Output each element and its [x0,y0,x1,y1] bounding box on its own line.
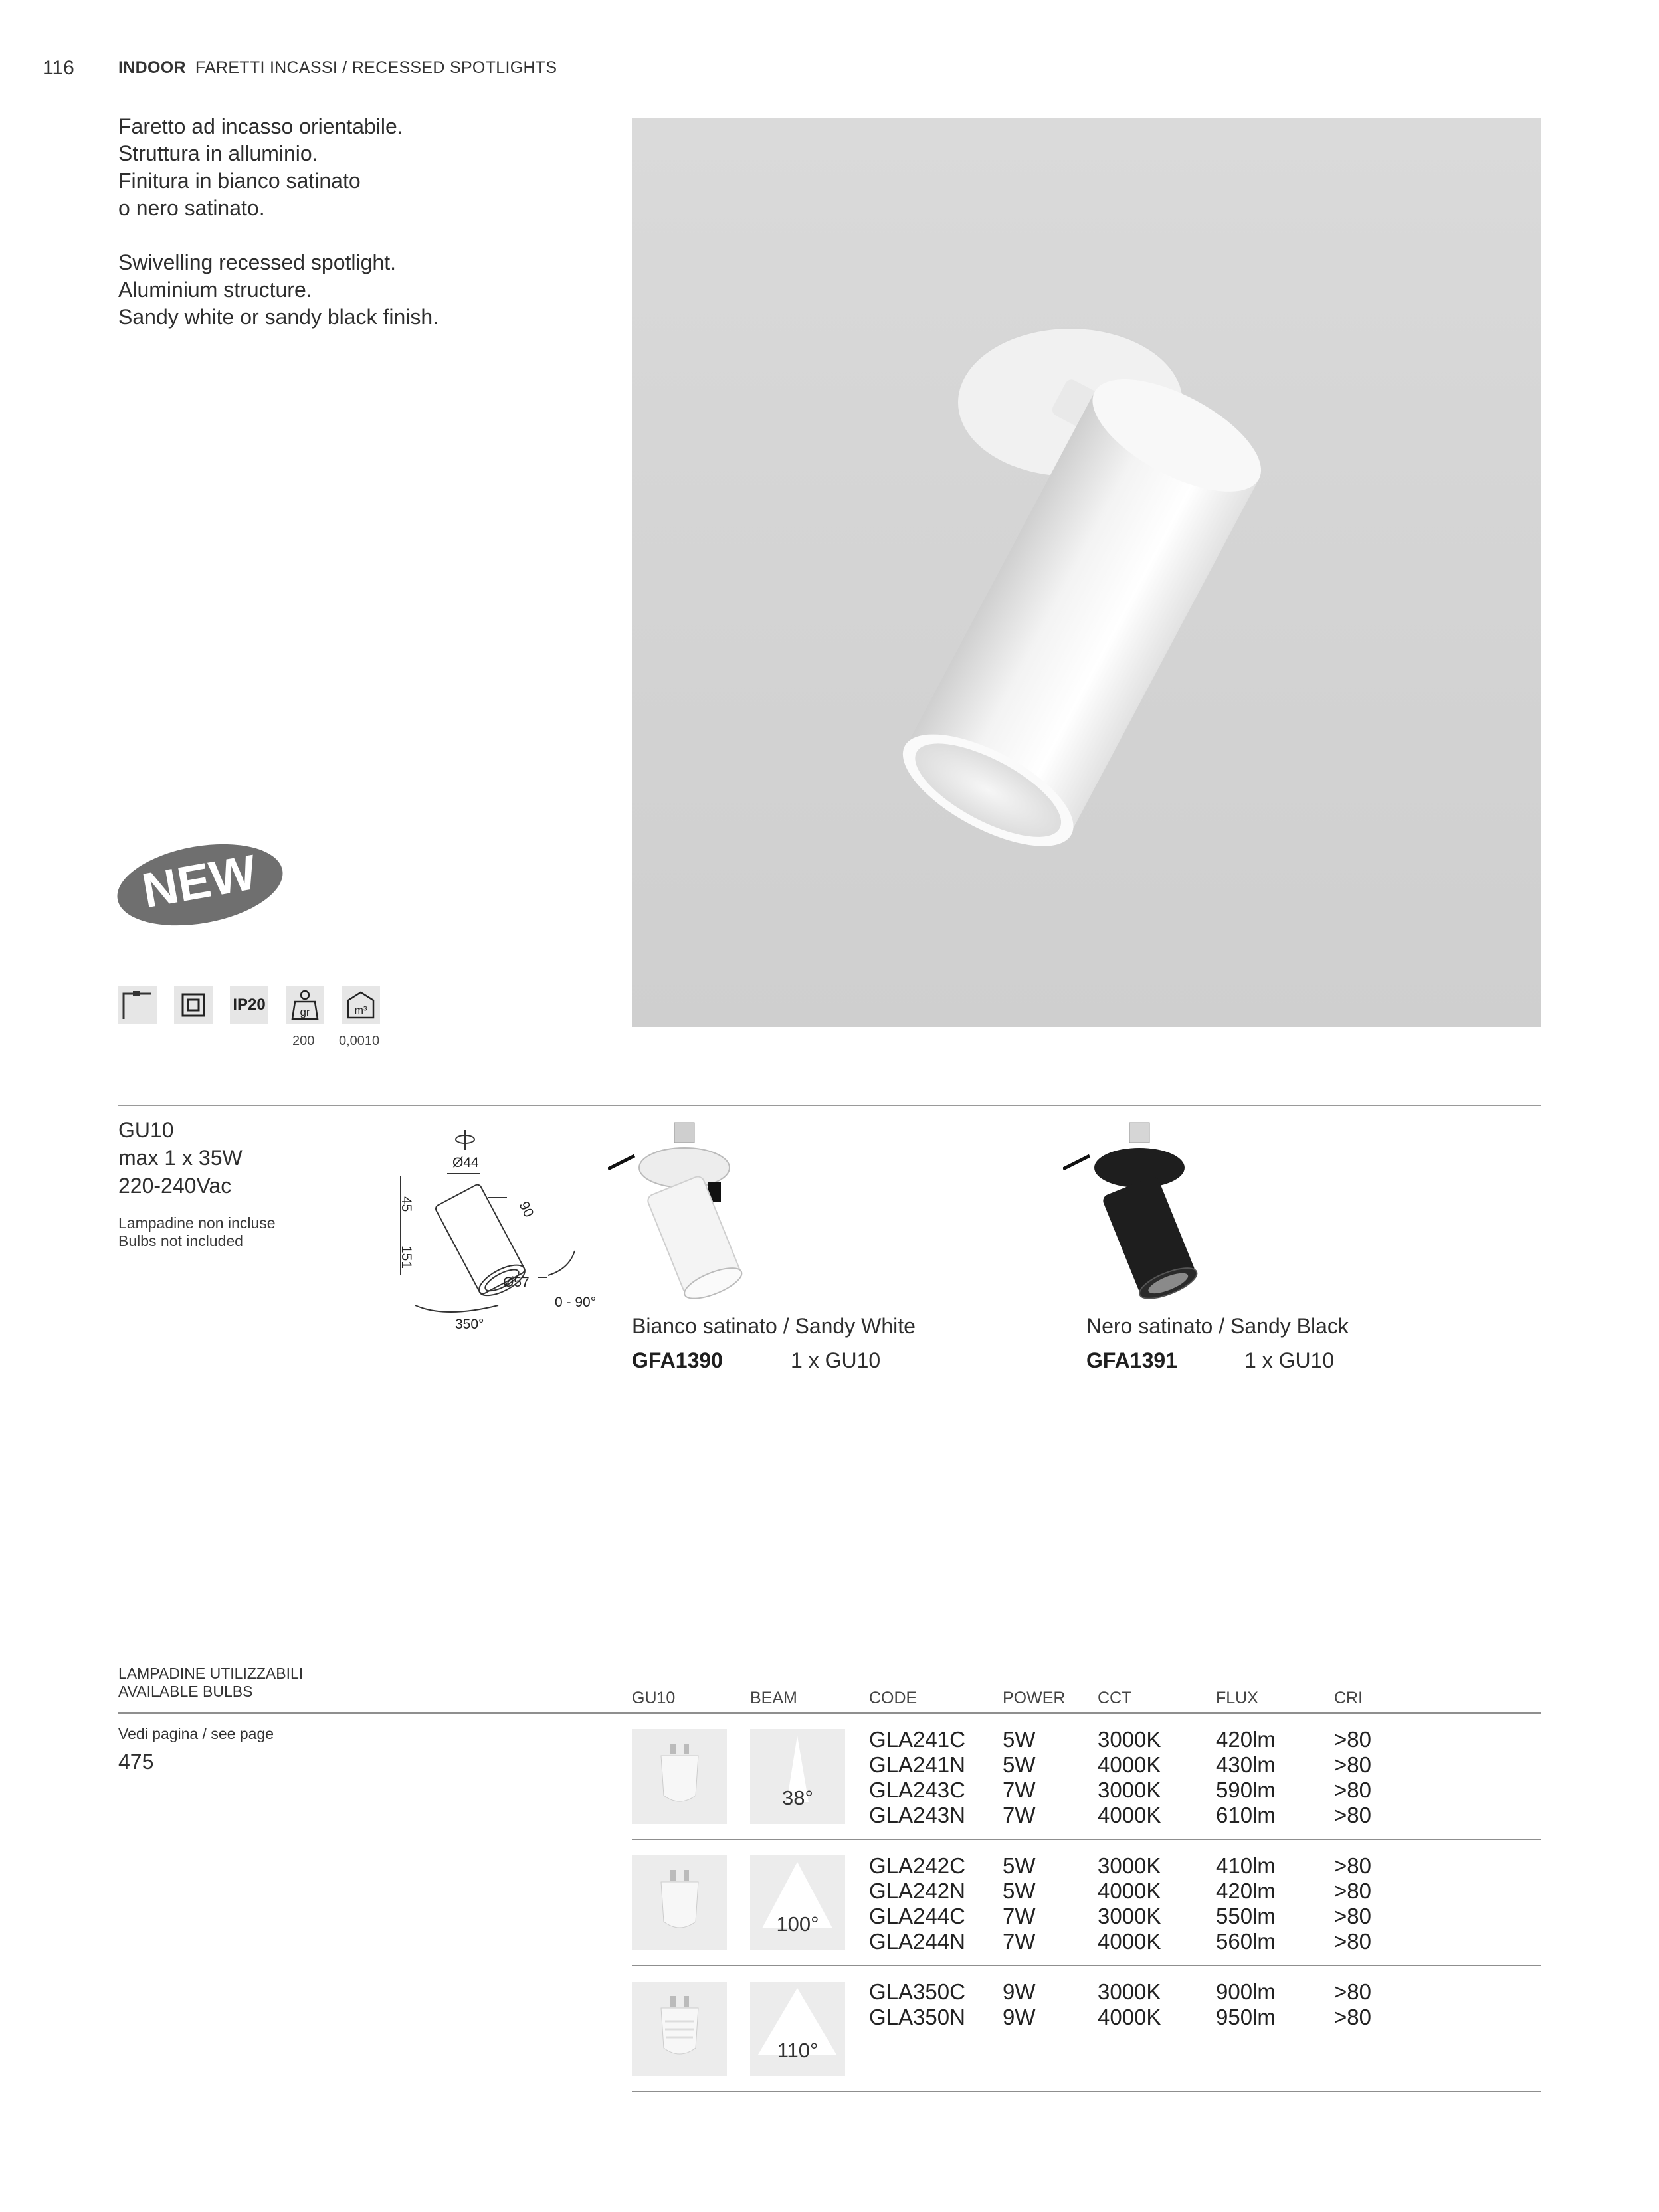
volume-icon [342,986,380,1024]
bulb-cris [1334,1727,1371,1828]
col-header-gu10: GU10 [632,1689,676,1707]
bulb-ccts [1098,1980,1161,2030]
flux-cell: 420lm [1216,1879,1276,1903]
dim-height-total: 151 [399,1245,414,1269]
code-cell: GLA244C [869,1904,965,1928]
bulb-cris [1334,1980,1371,2030]
finish-white: Bianco satinato / Sandy White [632,1314,916,1338]
bulb-powers [1003,1727,1036,1828]
cct-cell: 4000K [1098,1879,1161,1903]
cri-cell: >80 [1334,1879,1371,1903]
col-header-power: POWER [1003,1689,1066,1707]
bulb-fluxes [1216,1853,1276,1954]
class-ii-insulation-icon [174,986,213,1024]
power-cell: 5W [1003,1879,1036,1903]
col-header-cri: CRI [1334,1689,1363,1707]
flux-cell: 950lm [1216,2005,1276,2029]
col-header-beam: BEAM [750,1689,797,1707]
cct-cell: 4000K [1098,1752,1161,1777]
code-cell: GLA350N [869,2005,965,2029]
power-cell: 5W [1003,1727,1036,1752]
bulbs-title-it: LAMPADINE UTILIZZABILI [118,1665,304,1682]
cri-cell: >80 [1334,2005,1371,2029]
code-cell: GLA241N [869,1752,965,1777]
voltage: 220-240Vac [118,1174,232,1198]
bulb-codes [869,1727,965,1828]
group-divider [632,1839,1541,1840]
volume-icon-text: m³ [354,1005,367,1016]
cct-cell: 3000K [1098,1980,1161,2004]
cri-cell: >80 [1334,1929,1371,1954]
bulb-note-en: Bulbs not included [118,1232,243,1249]
product-code-white: GFA1390 [632,1348,723,1372]
product-photo [632,118,1541,1027]
code-cell: GLA243C [869,1778,965,1802]
page-header [118,58,557,78]
code-cell: GLA242N [869,1879,965,1903]
recessed-mount-icon [118,986,157,1024]
code-cell: GLA243N [869,1803,965,1827]
bulb-ccts [1098,1727,1161,1828]
dim-rotation: 350° [455,1317,484,1332]
weight-icon [286,986,324,1024]
bulb-codes [869,1853,965,1954]
dim-tilt: 0 - 90° [555,1295,597,1310]
col-header-flux: FLUX [1216,1689,1258,1707]
cri-cell: >80 [1334,1752,1371,1777]
cri-cell: >80 [1334,1980,1371,2004]
group-divider [632,1965,1541,1966]
power-cell: 7W [1003,1803,1036,1827]
cct-cell: 3000K [1098,1853,1161,1878]
weight-icon-text: gr [300,1006,310,1018]
power-cell: 9W [1003,1980,1036,2004]
cri-cell: >80 [1334,1778,1371,1802]
bulb-ccts [1098,1853,1161,1954]
dim-cutout: Ø44 [452,1155,479,1170]
col-header-cct: CCT [1098,1689,1132,1707]
bulb-thumbnail [632,1729,727,1824]
power-cell: 7W [1003,1904,1036,1928]
bulb-thumbnail [632,1982,727,2076]
beam-100-icon [750,1855,845,1950]
finish-black: Nero satinato / Sandy Black [1086,1314,1349,1338]
code-cell: GLA350C [869,1980,965,2004]
flux-cell: 590lm [1216,1778,1276,1802]
cri-cell: >80 [1334,1727,1371,1752]
product-description [118,113,439,331]
desc-it-line: Finitura in bianco satinato [118,169,361,193]
bulb-note [118,1214,276,1250]
cct-cell: 3000K [1098,1904,1161,1928]
flux-cell: 610lm [1216,1803,1276,1827]
desc-it-line: o nero satinato. [118,196,265,220]
table-bottom-rule [632,2091,1541,2092]
dim-length: 90 [516,1199,537,1220]
product-image-black [1063,1116,1236,1309]
ip-rating-icon [230,986,268,1024]
bulb-cris [1334,1853,1371,1954]
cct-cell: 4000K [1098,1929,1161,1954]
volume-value: 0,0010 [339,1034,380,1048]
cri-cell: >80 [1334,1853,1371,1878]
section-divider [118,1105,1541,1106]
desc-en-line: Sandy white or sandy black finish. [118,305,439,329]
ip-rating-text: IP20 [233,996,266,1014]
code-cell: GLA241C [869,1727,965,1752]
flux-cell: 420lm [1216,1727,1276,1752]
dim-height-top: 45 [399,1196,414,1212]
product-qty-white: 1 x GU10 [791,1348,881,1372]
desc-en-line: Swivelling recessed spotlight. [118,250,396,274]
cct-cell: 3000K [1098,1778,1161,1802]
dimension-drawing [389,1126,615,1338]
cct-cell: 3000K [1098,1727,1161,1752]
power-cell: 7W [1003,1778,1036,1802]
page-number: 116 [43,57,74,79]
cct-cell: 4000K [1098,2005,1161,2029]
product-qty-black: 1 x GU10 [1244,1348,1335,1372]
desc-it-line: Struttura in alluminio. [118,141,318,165]
new-badge [116,842,284,927]
bulb-powers [1003,1853,1036,1954]
new-badge-text: NEW [138,844,261,919]
cct-cell: 4000K [1098,1803,1161,1827]
beam-38-icon [750,1729,845,1824]
product-code-black: GFA1391 [1086,1348,1177,1372]
bulbs-title [118,1665,303,1701]
power-cell: 7W [1003,1929,1036,1954]
section-subtitle: FARETTI INCASSI / RECESSED SPOTLIGHTS [195,58,557,77]
power-cell: 5W [1003,1853,1036,1878]
max-power: max 1 x 35W [118,1146,243,1170]
bulb-powers [1003,1980,1036,2030]
dim-diameter: Ø57 [503,1275,530,1290]
code-cell: GLA242C [869,1853,965,1878]
see-page-label: Vedi pagina / see page [118,1725,274,1742]
bulbs-table-header-rule [118,1712,1541,1714]
bulb-thumbnail [632,1855,727,1950]
flux-cell: 550lm [1216,1904,1276,1928]
weight-value: 200 [292,1034,315,1048]
code-cell: GLA244N [869,1929,965,1954]
cri-cell: >80 [1334,1904,1371,1928]
bulb-fluxes [1216,1727,1276,1828]
power-cell: 9W [1003,2005,1036,2029]
flux-cell: 560lm [1216,1929,1276,1954]
see-page-number: 475 [118,1750,154,1774]
beam-angle: 38° [782,1786,813,1809]
desc-en-line: Aluminium structure. [118,278,312,302]
flux-cell: 410lm [1216,1853,1276,1878]
cri-cell: >80 [1334,1803,1371,1827]
power-cell: 5W [1003,1752,1036,1777]
flux-cell: 900lm [1216,1980,1276,2004]
bulbs-title-en: AVAILABLE BULBS [118,1683,253,1700]
bulb-fluxes [1216,1980,1276,2030]
flux-cell: 430lm [1216,1752,1276,1777]
col-header-code: CODE [869,1689,918,1707]
bulb-note-it: Lampadine non incluse [118,1214,276,1232]
product-image-white [608,1116,781,1309]
electrical-specs [118,1116,243,1200]
beam-angle: 110° [777,2039,819,2062]
bulb-codes [869,1980,965,2030]
desc-it-line: Faretto ad incasso orientabile. [118,114,403,138]
beam-110-icon [750,1982,845,2076]
lamp-type: GU10 [118,1118,174,1142]
section-title: INDOOR [118,58,186,77]
beam-angle: 100° [776,1912,819,1936]
